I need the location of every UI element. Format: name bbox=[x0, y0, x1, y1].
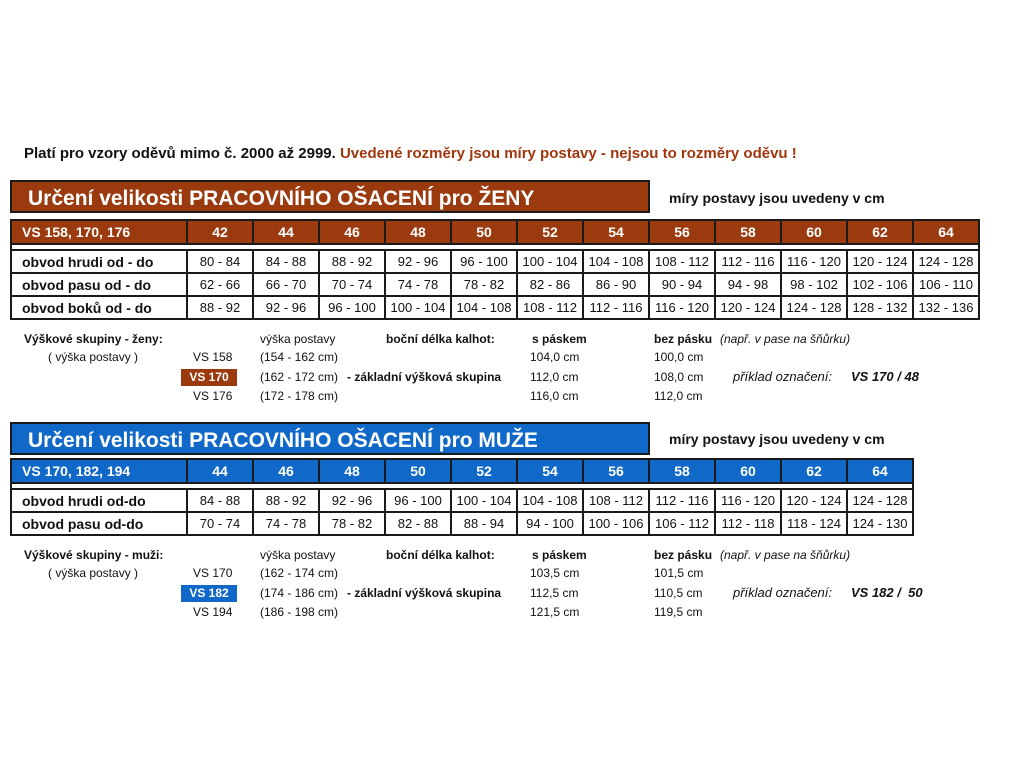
men-header-label: VS 170, 182, 194 bbox=[11, 459, 187, 483]
value-cell: 108 - 112 bbox=[649, 250, 715, 273]
size-cell: 46 bbox=[319, 220, 385, 244]
row-label: obvod boků od - do bbox=[11, 296, 187, 319]
value-cell: 78 - 82 bbox=[451, 273, 517, 296]
women-basic-label: - základní výšková skupina bbox=[347, 370, 502, 384]
size-cell: 48 bbox=[385, 220, 451, 244]
size-cell: 60 bbox=[781, 220, 847, 244]
men-basic-vs-badge: VS 182 bbox=[181, 585, 237, 602]
value-cell: 128 - 132 bbox=[847, 296, 913, 319]
row-label: obvod pasu od-do bbox=[11, 512, 187, 535]
size-cell: 44 bbox=[253, 220, 319, 244]
men-vs: VS 170 bbox=[193, 566, 233, 580]
women-vs: VS 158 bbox=[193, 350, 233, 364]
value-cell: 106 - 110 bbox=[913, 273, 979, 296]
men-range: (174 - 186 cm) bbox=[260, 586, 339, 600]
women-basic-vs-badge: VS 170 bbox=[181, 369, 237, 386]
women-size-table bbox=[10, 219, 980, 320]
size-cell: 44 bbox=[187, 459, 253, 483]
men-basic-label: - základní výšková skupina bbox=[347, 586, 502, 600]
row-label: obvod hrudi od - do bbox=[11, 250, 187, 273]
value-cell: 88 - 92 bbox=[319, 250, 385, 273]
value-cell: 88 - 92 bbox=[187, 296, 253, 319]
men-title-banner: Určení velikosti PRACOVNÍHO OŠACENÍ pro MUŽE bbox=[10, 422, 650, 455]
value-cell: 100 - 104 bbox=[517, 250, 583, 273]
value-cell: 96 - 100 bbox=[319, 296, 385, 319]
men-range: (162 - 174 cm) bbox=[260, 566, 339, 580]
value-cell: 106 - 112 bbox=[649, 512, 715, 535]
men-example-value: VS 182 / 50 bbox=[851, 585, 923, 600]
men-range: (186 - 198 cm) bbox=[260, 605, 339, 619]
value-cell: 88 - 94 bbox=[451, 512, 517, 535]
women-without: 100,0 cm bbox=[654, 350, 704, 364]
value-cell: 116 - 120 bbox=[781, 250, 847, 273]
size-cell: 50 bbox=[451, 220, 517, 244]
intro-line bbox=[24, 145, 797, 162]
value-cell: 120 - 124 bbox=[847, 250, 913, 273]
women-without: 112,0 cm bbox=[654, 389, 703, 403]
value-cell: 108 - 112 bbox=[517, 296, 583, 319]
size-cell: 48 bbox=[319, 459, 385, 483]
women-range: (154 - 162 cm) bbox=[260, 350, 339, 364]
table-row bbox=[11, 512, 913, 535]
value-cell: 70 - 74 bbox=[319, 273, 385, 296]
men-col-with: s páskem bbox=[532, 548, 587, 562]
size-cell: 64 bbox=[847, 459, 913, 483]
women-col-height: výška postavy bbox=[260, 332, 336, 346]
men-col-height: výška postavy bbox=[260, 548, 336, 562]
value-cell: 104 - 108 bbox=[451, 296, 517, 319]
men-groups-title: Výškové skupiny - muži: bbox=[24, 548, 164, 562]
value-cell: 112 - 116 bbox=[649, 489, 715, 512]
value-cell: 84 - 88 bbox=[187, 489, 253, 512]
size-cell: 58 bbox=[649, 459, 715, 483]
men-size-table bbox=[10, 458, 914, 536]
value-cell: 74 - 78 bbox=[253, 512, 319, 535]
row-label: obvod hrudi od-do bbox=[11, 489, 187, 512]
size-cell: 56 bbox=[583, 459, 649, 483]
size-cell: 64 bbox=[913, 220, 979, 244]
value-cell: 84 - 88 bbox=[253, 250, 319, 273]
women-col-without: bez pásku bbox=[654, 332, 713, 346]
size-cell: 54 bbox=[583, 220, 649, 244]
size-cell: 58 bbox=[715, 220, 781, 244]
value-cell: 78 - 82 bbox=[319, 512, 385, 535]
value-cell: 118 - 124 bbox=[781, 512, 847, 535]
women-col-without-note: (např. v pase na šňůrku) bbox=[720, 332, 851, 346]
women-without: 108,0 cm bbox=[654, 370, 704, 384]
intro-warning: Uvedené rozměry jsou míry postavy - nejsou to rozměry oděvu ! bbox=[339, 145, 797, 162]
value-cell: 112 - 116 bbox=[583, 296, 649, 319]
row-label: obvod pasu od - do bbox=[11, 273, 187, 296]
size-cell: 60 bbox=[715, 459, 781, 483]
men-without: 101,5 cm bbox=[654, 566, 704, 580]
men-header-row bbox=[11, 459, 913, 483]
value-cell: 102 - 106 bbox=[847, 273, 913, 296]
women-with: 104,0 cm bbox=[530, 350, 580, 364]
men-col-without-note: (např. v pase na šňůrku) bbox=[720, 548, 851, 562]
women-groups-subtitle: ( výška postavy ) bbox=[48, 350, 139, 364]
men-col-without: bez pásku bbox=[654, 548, 713, 562]
table-row bbox=[11, 296, 979, 319]
value-cell: 100 - 104 bbox=[385, 296, 451, 319]
women-header-row bbox=[11, 220, 979, 244]
value-cell: 124 - 128 bbox=[913, 250, 979, 273]
women-with: 116,0 cm bbox=[530, 389, 579, 403]
men-col-length: boční délka kalhot: bbox=[386, 548, 495, 562]
women-vs: VS 176 bbox=[193, 389, 233, 403]
men-with: 112,5 cm bbox=[530, 586, 579, 600]
women-groups-title: Výškové skupiny - ženy: bbox=[24, 332, 163, 346]
women-title-banner: Určení velikosti PRACOVNÍHO OŠACENÍ pro ŽENY bbox=[10, 180, 650, 213]
value-cell: 100 - 106 bbox=[583, 512, 649, 535]
value-cell: 96 - 100 bbox=[451, 250, 517, 273]
value-cell: 96 - 100 bbox=[385, 489, 451, 512]
men-with: 103,5 cm bbox=[530, 566, 580, 580]
size-cell: 52 bbox=[517, 220, 583, 244]
men-groups-subtitle: ( výška postavy ) bbox=[48, 566, 139, 580]
value-cell: 94 - 100 bbox=[517, 512, 583, 535]
size-cell: 50 bbox=[385, 459, 451, 483]
value-cell: 92 - 96 bbox=[253, 296, 319, 319]
value-cell: 124 - 130 bbox=[847, 512, 913, 535]
men-example-label: příklad označení: bbox=[733, 585, 833, 600]
value-cell: 98 - 102 bbox=[781, 273, 847, 296]
value-cell: 62 - 66 bbox=[187, 273, 253, 296]
women-range: (172 - 178 cm) bbox=[260, 389, 339, 403]
value-cell: 116 - 120 bbox=[715, 489, 781, 512]
value-cell: 104 - 108 bbox=[583, 250, 649, 273]
value-cell: 124 - 128 bbox=[781, 296, 847, 319]
value-cell: 88 - 92 bbox=[253, 489, 319, 512]
size-cell: 42 bbox=[187, 220, 253, 244]
value-cell: 112 - 116 bbox=[715, 250, 781, 273]
intro-text: Platí pro vzory oděvů mimo č. 2000 až 2999. bbox=[24, 145, 340, 162]
women-example-value: VS 170 / 48 bbox=[851, 369, 919, 384]
value-cell: 112 - 118 bbox=[715, 512, 781, 535]
value-cell: 104 - 108 bbox=[517, 489, 583, 512]
women-header-label: VS 158, 170, 176 bbox=[11, 220, 187, 244]
value-cell: 92 - 96 bbox=[319, 489, 385, 512]
women-with: 112,0 cm bbox=[530, 370, 579, 384]
value-cell: 132 - 136 bbox=[913, 296, 979, 319]
value-cell: 120 - 124 bbox=[715, 296, 781, 319]
value-cell: 94 - 98 bbox=[715, 273, 781, 296]
men-vs: VS 194 bbox=[193, 605, 233, 619]
table-row bbox=[11, 250, 979, 273]
size-cell: 56 bbox=[649, 220, 715, 244]
women-unit-note: míry postavy jsou uvedeny v cm bbox=[669, 190, 885, 206]
value-cell: 80 - 84 bbox=[187, 250, 253, 273]
value-cell: 116 - 120 bbox=[649, 296, 715, 319]
men-without: 110,5 cm bbox=[654, 586, 703, 600]
value-cell: 66 - 70 bbox=[253, 273, 319, 296]
value-cell: 86 - 90 bbox=[583, 273, 649, 296]
table-row bbox=[11, 273, 979, 296]
value-cell: 70 - 74 bbox=[187, 512, 253, 535]
women-col-length: boční délka kalhot: bbox=[386, 332, 495, 346]
men-unit-note: míry postavy jsou uvedeny v cm bbox=[669, 431, 885, 447]
value-cell: 92 - 96 bbox=[385, 250, 451, 273]
women-example-label: příklad označení: bbox=[733, 369, 833, 384]
value-cell: 90 - 94 bbox=[649, 273, 715, 296]
size-cell: 62 bbox=[781, 459, 847, 483]
value-cell: 100 - 104 bbox=[451, 489, 517, 512]
men-with: 121,5 cm bbox=[530, 605, 580, 619]
size-cell: 52 bbox=[451, 459, 517, 483]
value-cell: 82 - 86 bbox=[517, 273, 583, 296]
table-row bbox=[11, 489, 913, 512]
women-col-with: s páskem bbox=[532, 332, 587, 346]
value-cell: 82 - 88 bbox=[385, 512, 451, 535]
men-without: 119,5 cm bbox=[654, 605, 703, 619]
value-cell: 124 - 128 bbox=[847, 489, 913, 512]
value-cell: 108 - 112 bbox=[583, 489, 649, 512]
value-cell: 120 - 124 bbox=[781, 489, 847, 512]
women-range: (162 - 172 cm) bbox=[260, 370, 339, 384]
size-cell: 54 bbox=[517, 459, 583, 483]
value-cell: 74 - 78 bbox=[385, 273, 451, 296]
size-cell: 62 bbox=[847, 220, 913, 244]
size-cell: 46 bbox=[253, 459, 319, 483]
